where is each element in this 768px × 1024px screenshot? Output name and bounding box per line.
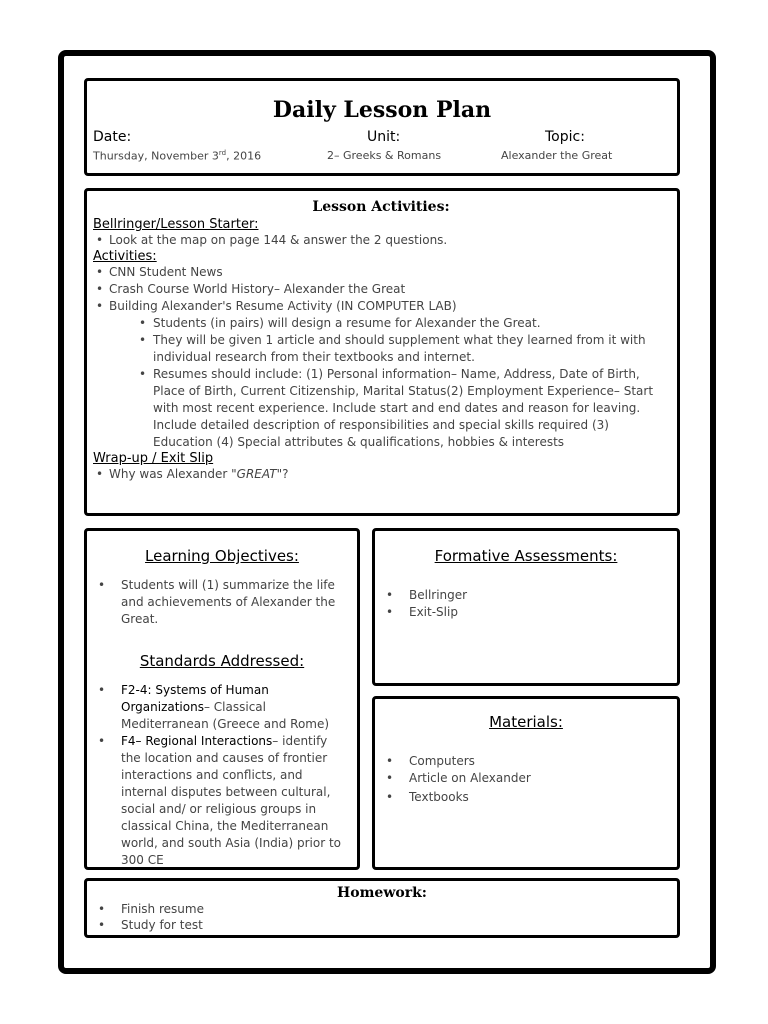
list-item: • Study for test bbox=[95, 917, 669, 933]
list-item: • F2-4: Systems of Human Organizations– Classical Mediterranean (Greece and Rome) bbox=[95, 682, 349, 733]
materials-title: Materials: bbox=[489, 713, 563, 731]
list-item: • Textbooks bbox=[383, 789, 669, 806]
list-item: • Resumes should include: (1) Personal information– Name, Address, Date of Birth, Place of Birth, Current Citizenship, Marital Status(2) Employment Experience– Start with most recent experience. Include start and end dates and reason for leaving. Include detailed description of responsibilities and special skills required (3) Education (4) Special attributes & qualifications, hobbies & interests bbox=[93, 366, 669, 451]
bellringer-heading: Bellringer/Lesson Starter: bbox=[93, 217, 259, 232]
topic-value: Alexander the Great bbox=[501, 149, 613, 162]
header-box bbox=[84, 78, 680, 176]
homework-box bbox=[84, 878, 680, 938]
unit-label: Unit: bbox=[367, 129, 401, 145]
activities-title: Lesson Activities: bbox=[312, 199, 450, 215]
materials-box bbox=[372, 696, 680, 870]
date-label: Date: bbox=[93, 129, 132, 145]
unit-value: 2– Greeks & Romans bbox=[327, 149, 442, 162]
topic-label: Topic: bbox=[545, 129, 585, 145]
list-item: • Article on Alexander bbox=[383, 770, 669, 787]
list-item: • Crash Course World History– Alexander the Great bbox=[93, 281, 669, 298]
list-item: • Exit-Slip bbox=[383, 604, 669, 621]
date-value: Thursday, November 3rd, 2016 bbox=[93, 149, 262, 163]
activities-box bbox=[84, 188, 680, 516]
list-item: • F4– Regional Interactions– identify the location and causes of frontier interactions and conflicts, and internal disputes between cultural, social and/ or religious groups in classical China, the Mediterranean world, and south Asia (India) prior to 300 CE bbox=[95, 733, 349, 869]
standards-title: Standards Addressed: bbox=[139, 652, 305, 670]
list-item: • Computers bbox=[383, 753, 669, 770]
list-item: • Why was Alexander "GREAT"? bbox=[93, 466, 669, 483]
objectives-box bbox=[84, 528, 360, 870]
objectives-title: Learning Objectives: bbox=[145, 547, 299, 565]
page-title: Daily Lesson Plan bbox=[272, 97, 492, 123]
list-item: • Look at the map on page 144 & answer the 2 questions. bbox=[93, 232, 669, 249]
formative-box bbox=[372, 528, 680, 686]
list-item: • Students (in pairs) will design a resume for Alexander the Great. bbox=[93, 315, 669, 332]
homework-title: Homework: bbox=[337, 885, 427, 901]
wrapup-heading: Wrap-up / Exit Slip bbox=[93, 451, 214, 466]
list-item: • Bellringer bbox=[383, 587, 669, 604]
activities-heading: Activities: bbox=[93, 249, 157, 264]
list-item: • CNN Student News bbox=[93, 264, 669, 281]
list-item: • Finish resume bbox=[95, 901, 669, 917]
list-item: • Building Alexander's Resume Activity (IN COMPUTER LAB) bbox=[93, 298, 669, 315]
list-item: • Students will (1) summarize the life and achievements of Alexander the Great. bbox=[95, 577, 349, 628]
list-item: • They will be given 1 article and should supplement what they learned from it with individual research from their textbooks and internet. bbox=[93, 332, 669, 366]
formative-title: Formative Assessments: bbox=[434, 547, 618, 565]
